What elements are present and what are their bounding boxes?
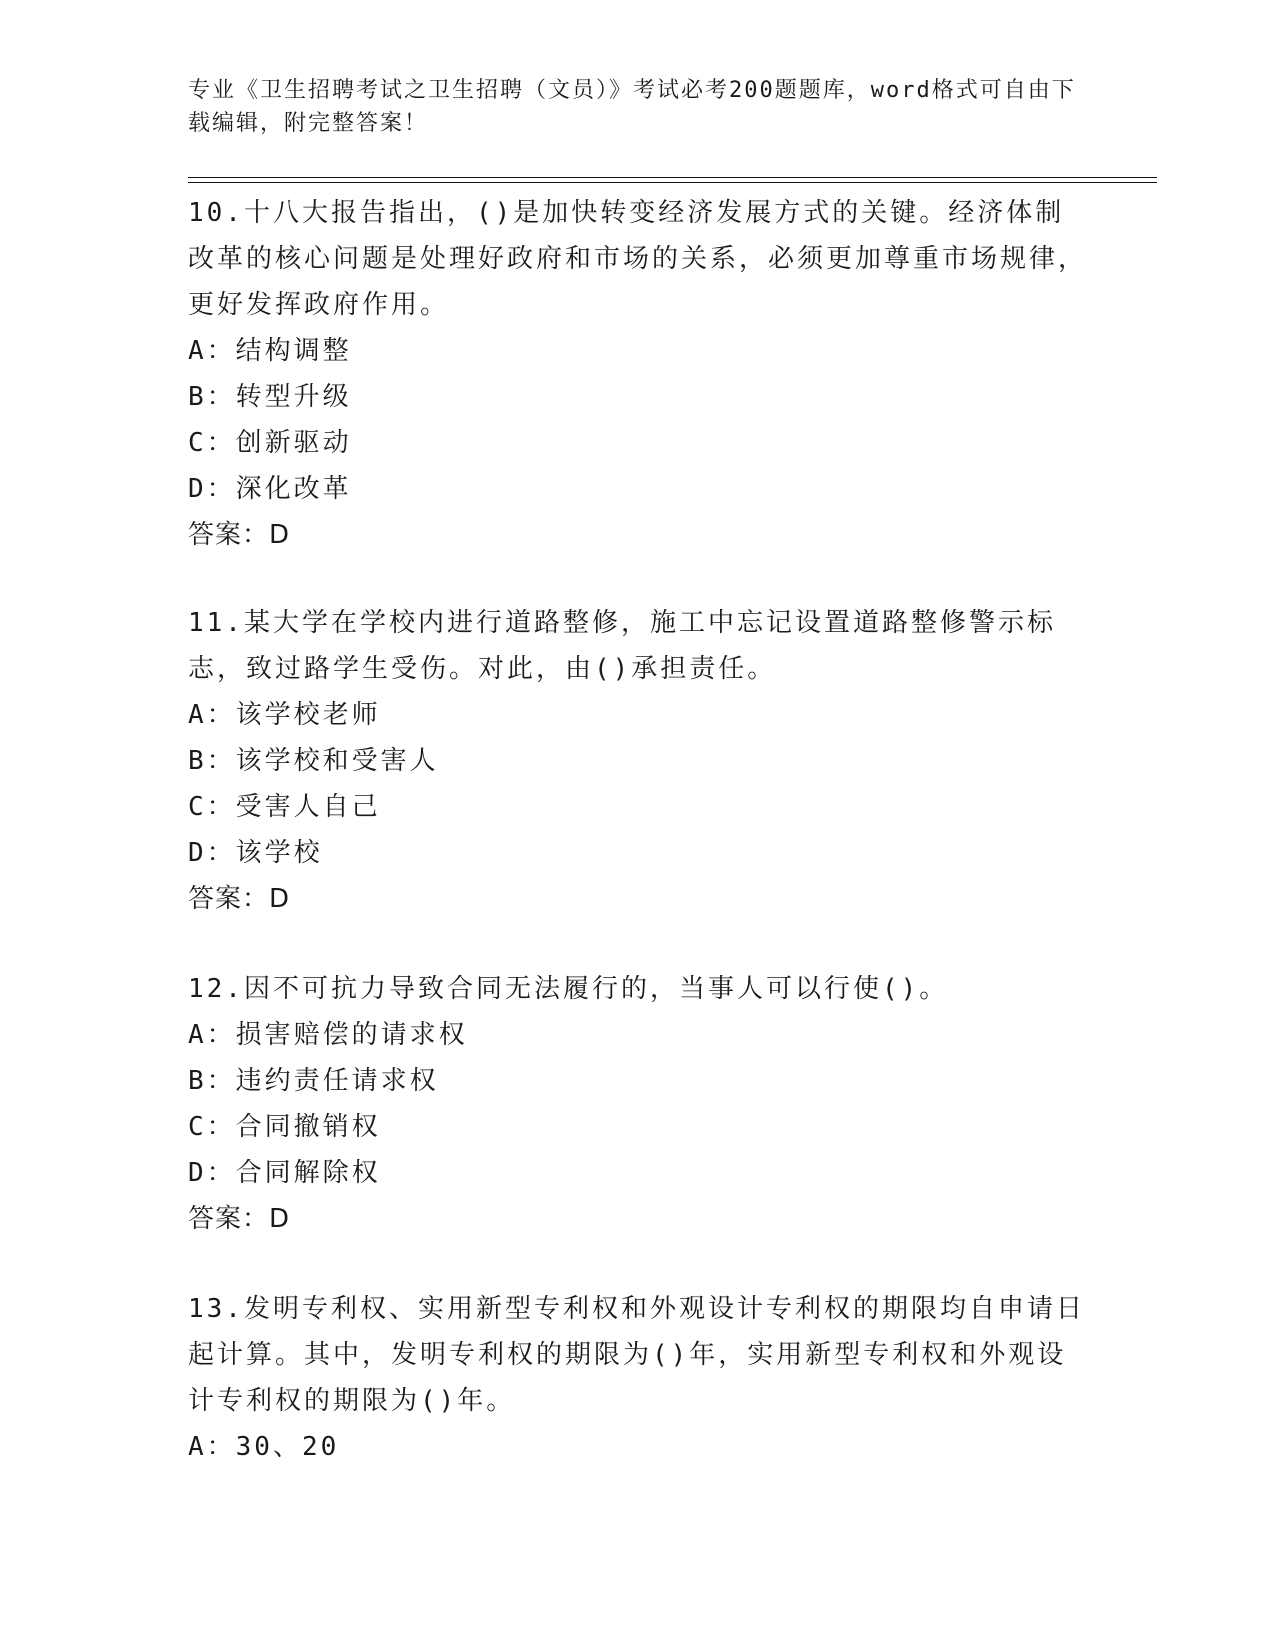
question-stem: 12.因不可抗力导致合同无法履行的，当事人可以行使()。 <box>188 974 949 1004</box>
option-b: B：该学校和受害人 <box>188 746 439 776</box>
answer-line: 答案：D <box>188 884 291 914</box>
option-d: D：深化改革 <box>188 474 352 504</box>
option-a: A：该学校老师 <box>188 700 381 730</box>
document-header: 专业《卫生招聘考试之卫生招聘（文员）》考试必考200题题库，word格式可自由下载编辑，附完整答案！ <box>188 78 1076 136</box>
header-rule-top <box>188 177 1157 178</box>
question-12 <box>188 966 1088 1242</box>
question-10 <box>188 190 1088 558</box>
question-stem: 10.十八大报告指出，()是加快转变经济发展方式的关键。经济体制改革的核心问题是处理好政府和市场的关系，必须更加尊重市场规律，更好发挥政府作用。 <box>188 198 1088 320</box>
option-c: C：受害人自己 <box>188 792 381 822</box>
question-11 <box>188 600 1088 922</box>
option-a: A：损害赔偿的请求权 <box>188 1020 468 1050</box>
option-b: B：转型升级 <box>188 382 352 412</box>
option-a: A：结构调整 <box>188 336 352 366</box>
option-d: D：该学校 <box>188 838 323 868</box>
option-c: C：合同撤销权 <box>188 1112 381 1142</box>
question-stem: 11.某大学在学校内进行道路整修，施工中忘记设置道路整修警示标志，致过路学生受伤。对此，由()承担责任。 <box>188 608 1056 684</box>
option-a: A：30、20 <box>188 1432 340 1462</box>
question-stem: 13.发明专利权、实用新型专利权和外观设计专利权的期限均自申请日起计算。其中，发明专利权的期限为()年，实用新型专利权和外观设计专利权的期限为()年。 <box>188 1294 1085 1416</box>
answer-line: 答案：D <box>188 520 291 550</box>
question-13 <box>188 1286 1088 1470</box>
option-d: D：合同解除权 <box>188 1158 381 1188</box>
answer-line: 答案：D <box>188 1204 291 1234</box>
option-b: B：违约责任请求权 <box>188 1066 439 1096</box>
option-c: C：创新驱动 <box>188 428 352 458</box>
header-rule-bottom <box>188 182 1157 183</box>
